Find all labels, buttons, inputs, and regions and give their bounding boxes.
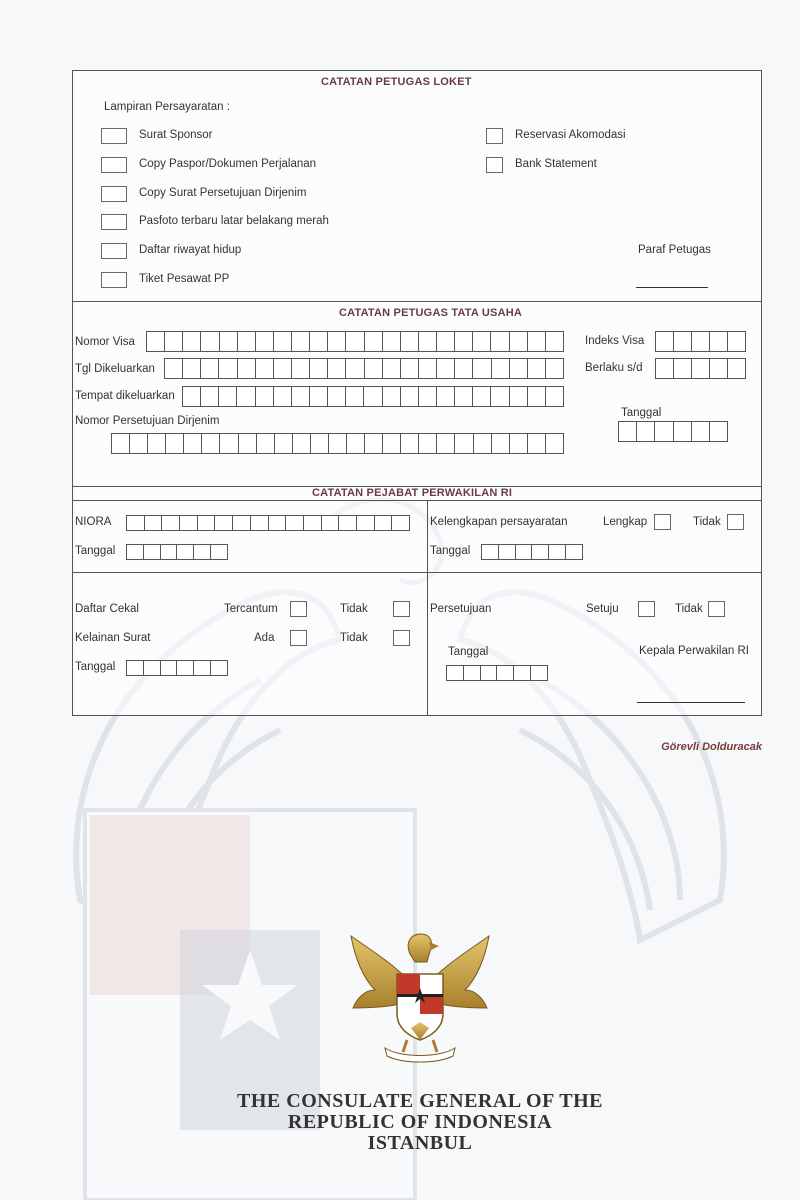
consulate-title-line3: ISTANBUL <box>367 1132 473 1154</box>
footer-note: Görevli Dolduracak <box>661 741 762 753</box>
approval-label: Persetujuan <box>430 603 492 615</box>
approval-date-grid[interactable] <box>446 665 548 681</box>
blacklist-listed-label: Tercantum <box>224 603 278 615</box>
label-flight-ticket: Tiket Pesawat PP <box>139 273 230 285</box>
anomaly-present-label: Ada <box>254 632 275 644</box>
checkbox-blacklist-listed[interactable] <box>290 601 307 617</box>
checkbox-approval-copy[interactable] <box>101 186 127 202</box>
completeness-date-label: Tanggal <box>430 545 471 557</box>
visa-index-grid[interactable] <box>655 331 746 352</box>
completeness-label: Kelengkapan persayaratan <box>430 516 568 528</box>
checkbox-passport-copy[interactable] <box>101 157 127 173</box>
checkbox-anomaly-present[interactable] <box>290 630 307 646</box>
niora-grid[interactable] <box>126 515 410 531</box>
checkbox-bank-statement[interactable] <box>486 157 503 173</box>
section-divider <box>72 301 762 302</box>
issue-date-grid[interactable] <box>164 358 564 379</box>
checkbox-flight-ticket[interactable] <box>101 272 127 288</box>
visa-number-label: Nomor Visa <box>75 336 135 348</box>
officer-signature-line[interactable] <box>636 287 708 288</box>
label-passport-copy: Copy Paspor/Dokumen Perjalanan <box>139 158 317 170</box>
section-divider <box>72 500 762 501</box>
niora-label: NIORA <box>75 516 112 528</box>
admin-date-grid[interactable] <box>618 421 728 442</box>
checkbox-accommodation[interactable] <box>486 128 503 144</box>
agree-label: Setuju <box>586 603 619 615</box>
officer-initials-label: Paraf Petugas <box>638 244 711 256</box>
visa-index-label: Indeks Visa <box>585 335 645 347</box>
issue-date-label: Tgl Dikeluarkan <box>75 363 155 375</box>
label-approval-copy: Copy Surat Persetujuan Dirjenim <box>139 187 307 199</box>
checkbox-complete[interactable] <box>654 514 671 530</box>
niora-date-grid[interactable] <box>126 544 228 560</box>
visa-number-grid[interactable] <box>146 331 564 352</box>
complete-label: Lengkap <box>603 516 648 528</box>
admin-section-title: CATATAN PETUGAS TATA USAHA <box>339 307 523 319</box>
label-accommodation: Reservasi Akomodasi <box>515 129 626 141</box>
approval-number-grid[interactable] <box>111 433 564 454</box>
letter-anomaly-label: Kelainan Surat <box>75 632 151 644</box>
anomaly-no-label: Tidak <box>340 632 368 644</box>
check-date-label: Tanggal <box>75 661 116 673</box>
blacklist-label: Daftar Cekal <box>75 603 139 615</box>
label-bank-statement: Bank Statement <box>515 158 597 170</box>
checkbox-cv[interactable] <box>101 243 127 259</box>
checkbox-photo[interactable] <box>101 214 127 230</box>
issue-place-grid[interactable] <box>182 386 564 407</box>
consulate-title-line1: THE CONSULATE GENERAL OF THE <box>237 1090 603 1112</box>
disagree-label: Tidak <box>675 603 703 615</box>
head-label: Kepala Perwakilan RI <box>639 645 749 657</box>
valid-until-grid[interactable] <box>655 358 746 379</box>
label-photo: Pasfoto terbaru latar belakang merah <box>139 215 329 227</box>
checkbox-blacklist-no[interactable] <box>393 601 410 617</box>
label-cv: Daftar riwayat hidup <box>139 244 242 256</box>
attachments-label: Lampiran Persayaratan : <box>104 101 230 113</box>
admin-date-label: Tanggal <box>621 407 662 419</box>
approval-date-label: Tanggal <box>448 646 489 658</box>
check-date-grid[interactable] <box>126 660 228 676</box>
label-sponsor-letter: Surat Sponsor <box>139 129 213 141</box>
representative-section-title: CATATAN PEJABAT PERWAKILAN RI <box>312 487 513 499</box>
blacklist-no-label: Tidak <box>340 603 368 615</box>
column-divider <box>427 500 428 716</box>
counter-section-title: CATATAN PETUGAS LOKET <box>321 76 472 88</box>
checkbox-agree[interactable] <box>638 601 655 617</box>
garuda-emblem-icon <box>345 928 495 1068</box>
incomplete-label: Tidak <box>693 516 721 528</box>
valid-until-label: Berlaku s/d <box>585 362 643 374</box>
approval-number-label: Nomor Persetujuan Dirjenim <box>75 415 220 427</box>
niora-date-label: Tanggal <box>75 545 116 557</box>
checkbox-anomaly-no[interactable] <box>393 630 410 646</box>
checkbox-disagree[interactable] <box>708 601 725 617</box>
checkbox-incomplete[interactable] <box>727 514 744 530</box>
completeness-date-grid[interactable] <box>481 544 583 560</box>
section-divider <box>72 572 762 573</box>
consulate-title-line2: REPUBLIC OF INDONESIA <box>287 1111 553 1133</box>
issue-place-label: Tempat dikeluarkan <box>75 390 175 402</box>
head-signature-line[interactable] <box>637 702 745 703</box>
checkbox-sponsor-letter[interactable] <box>101 128 127 144</box>
